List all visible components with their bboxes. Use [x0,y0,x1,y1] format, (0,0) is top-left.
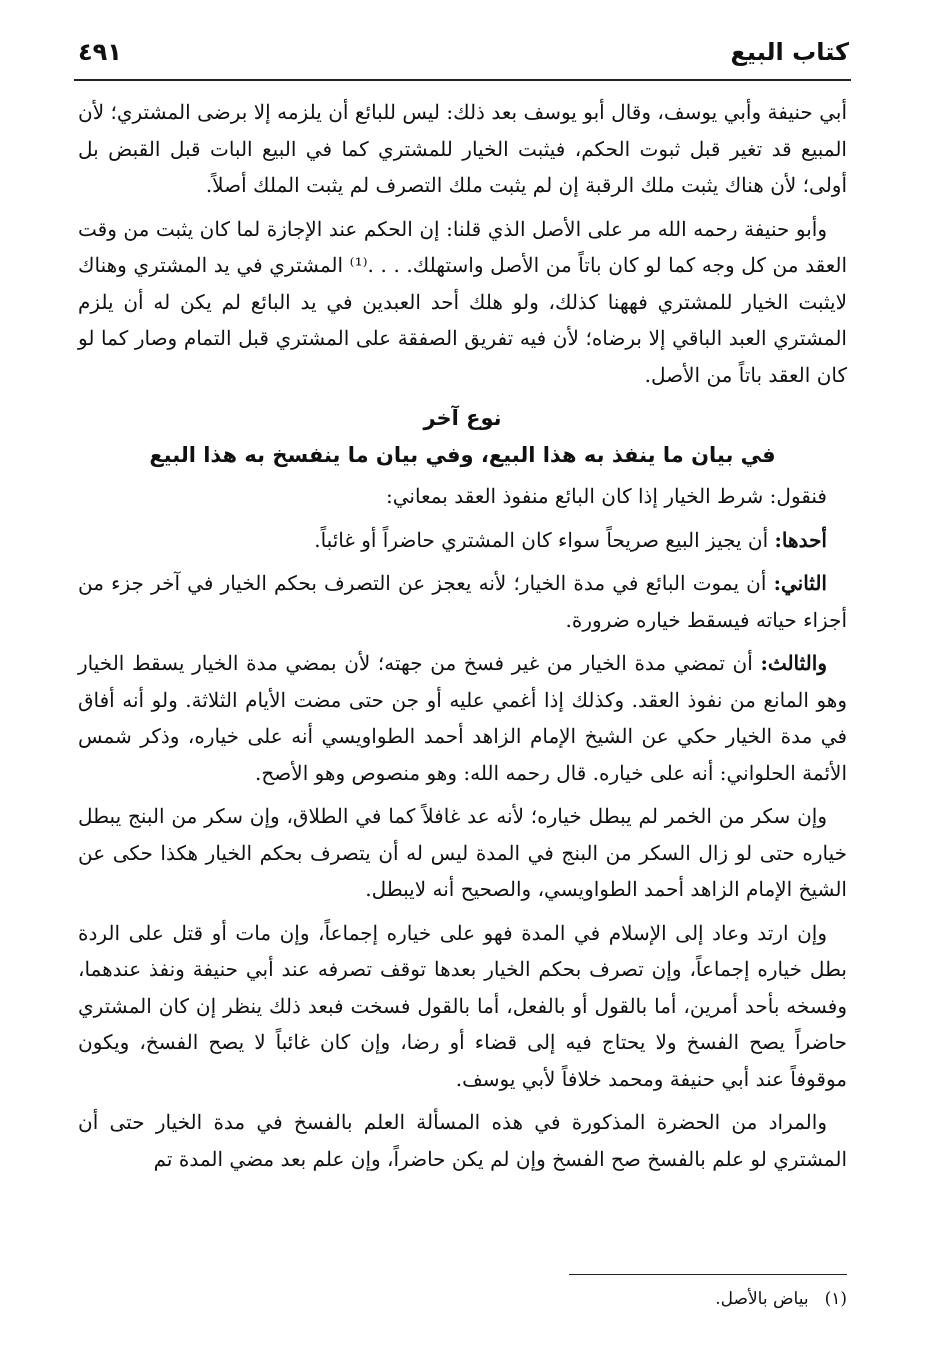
paragraph: أبي حنيفة وأبي يوسف، وقال أبو يوسف بعد ذلك: ليس للبائع أن يلزمه إلا برضى المشتري؛ لأن المبيع قد تغير قبل ثبوت الحكم، فيثبت الخيار للمشتري كما في البيع البات قبل القبض بل أولى؛ لأن هناك يثبت ملك الرقبة إن لم يثبت ملك التصرف لم يثبت الملك أصلاً. [78,100,847,197]
item-text: أن تمضي مدة الخيار من غير فسخ من جهته؛ لأن بمضي مدة الخيار يسقط الخيار وهو المانع من نفوذ العقد. وكذلك إذا أغمي عليه أو جن حتى مضت الأيام الثلاثة. ولو أنه أفاق في مدة الخيار حكي عن الشيخ الإمام الزاهد أحمد الطواويسي أنه على خياره، وذكر شمس الأئمة الحلواني: أنه على خياره. قال رحمه الله: وهو منصوص وهو الأصح. [78,651,847,785]
footnote-text: بياض بالأصل. [715,1289,809,1309]
running-header [78,34,849,74]
list-item-third [78,645,847,791]
list-item-second [78,565,847,638]
section-subtitle: في بيان ما ينفذ به هذا البيع، وفي بيان ما ينفسخ به هذا البيع [149,443,776,467]
footnote-marker: (١) [824,1289,847,1309]
footnote-rule [569,1274,847,1275]
section-title: نوع آخر [423,406,502,430]
book-title: كتاب البيع [730,38,849,66]
item-text: أن يموت البائع في مدة الخيار؛ لأنه يعجز عن التصرف بحكم الخيار في آخر جزء من أجزاء حياته فيسقط خياره ضرورة. [78,571,847,632]
paragraph: وإن ارتد وعاد إلى الإسلام في المدة فهو على خياره إجماعاً، وإن مات أو قتل على الردة بطل خياره إجماعاً، وإن تصرف بحكم الخيار بعدها توقف تصرفه عند أبي حنيفة ونفذ عندهما، وفسخه بأحد أمرين، أما بالقول أو بالفعل، أما بالقول فسخت فبعد ذلك ينظر إن كان المشتري حاضراً يصح الفسخ ولا يحتاج فيه إلى قضاء أو رضا، وإن كان غائباً لا يصح الفسخ، ويكون موقوفاً عند أبي حنيفة ومحمد خلافاً لأبي يوسف. [78,920,847,1091]
intro-paragraph: فنقول: شرط الخيار إذا كان البائع منفوذ العقد بمعاني: [386,484,827,508]
body-text [78,94,847,1184]
list-item-first [78,522,847,559]
item-text: أن يجيز البيع صريحاً سواء كان المشتري حاضراً أو غائباً. [314,527,775,552]
paragraph: والمراد من الحضرة المذكورة في هذه المسألة العلم بالفسخ في مدة الخيار حتى أن المشتري لو علم بالفسخ صح الفسخ وإن لم يكن حاضراً، وإن علم بعد مضي المدة تم [78,1110,847,1171]
paragraph: وإن سكر من الخمر لم يبطل خياره؛ لأنه عد غافلاً كما في الطلاق، وإن سكر من البنج يبطل خياره حتى لو زال السكر من البنج في المدة ليس له أن يتصرف بحكم الخيار هكذا حكى عن الشيخ الإمام الزاهد أحمد الطواويسي، والصحيح أنه لايبطل. [78,804,847,901]
item-lead: والثالث: [760,651,827,675]
page-number: ٤٩١ [78,38,122,66]
header-rule [74,79,851,81]
item-lead: الثاني: [773,571,827,595]
item-lead: أحدها: [774,527,827,552]
paragraph: وأبو حنيفة رحمه الله مر على الأصل الذي قلنا: إن الحكم عند الإجازة لما كان يثبت من وقت العقد من كل وجه كما لو كان باتاً من الأصل واستهلك. . . .⁽¹⁾ المشتري في يد المشتري وهناك لايثبت الخيار للمشتري فههنا كذلك، ولو هلك أحد العبدين في يد البائع لم يكن له أن يلزم المشتري العبد الباقي إلا برضاه؛ لأن فيه تفريق الصفقة على المشتري قبل التمام وصار كما لو كان العقد باتاً من الأصل. [78,216,847,387]
footnote [715,1286,847,1312]
